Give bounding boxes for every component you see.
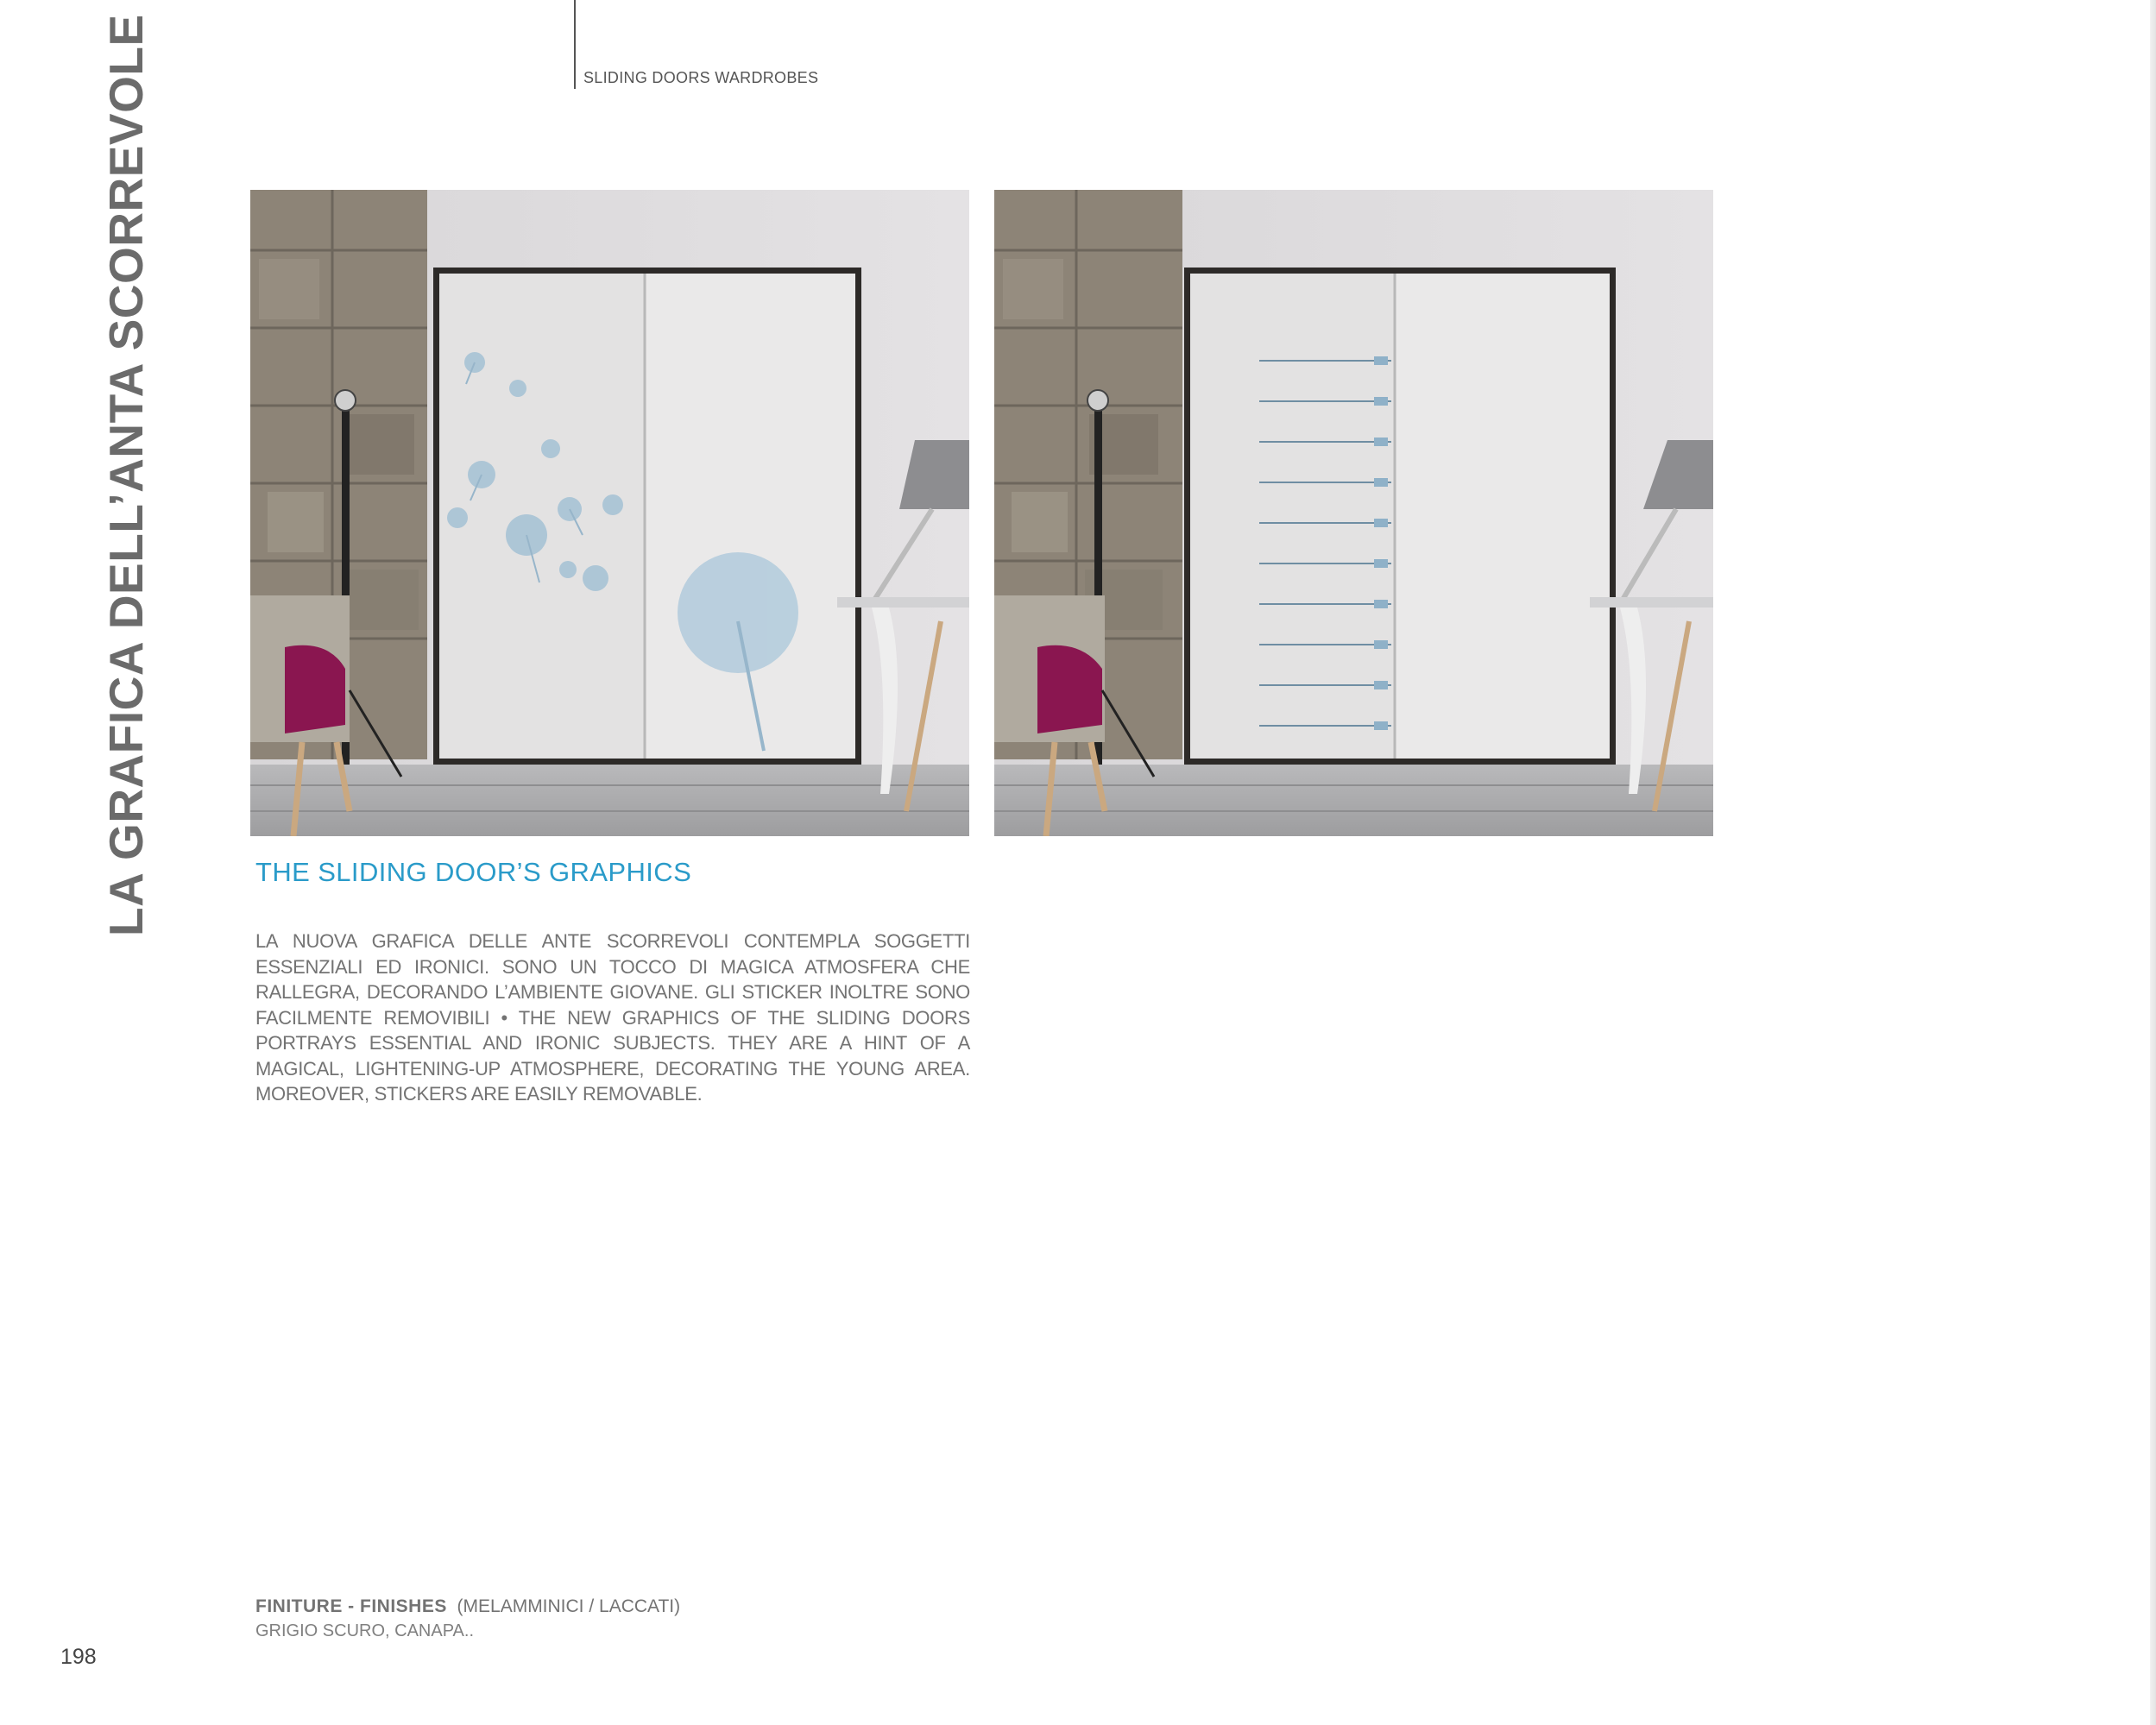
finishes-note: (MELAMMINICI / LACCATI): [457, 1596, 681, 1616]
header-divider: [574, 0, 576, 89]
wardrobe-photo-lines: [994, 190, 1713, 836]
header-english: SLIDING DOORS WARDROBES: [583, 69, 819, 86]
page-number: 198: [60, 1645, 97, 1669]
vertical-page-title: LA GRAFICA DELL’ANTA SCORREVOLE: [99, 14, 153, 936]
description-paragraph: LA NUOVA GRAFICA DELLE ANTE SCORREVOLI CONTEMPLA SOGGETTI ESSENZIALI ED IRONICI. SONO UN TOCCO DI MAGICA ATMOSFERA CHE RALLEGRA, DECORANDO L’AMBIENTE GIOVANE. GLI STICKER INOLTRE SONO FACILMENTE REMOVIBILI • THE NEW GRAPHICS OF THE SLIDING DOORS PORTRAYS ESSENTIAL AND IRONIC SUBJECTS. THEY ARE A HINT OF A MAGICAL, LIGHTENING-UP ATMOSPHERE, DECORATING THE YOUNG AREA. MOREOVER, STICKERS ARE EASILY REMOVABLE.: [255, 930, 970, 1105]
finishes-heading: [255, 1596, 680, 1617]
finishes-values: GRIGIO SCURO, CANAPA..: [255, 1621, 474, 1640]
section-subtitle: THE SLIDING DOOR’S GRAPHICS: [255, 857, 692, 887]
page-edge: [2150, 0, 2156, 1725]
wardrobe-photo-dandelion: [250, 190, 969, 836]
finishes-label: FINITURE - FINISHES: [255, 1596, 447, 1616]
